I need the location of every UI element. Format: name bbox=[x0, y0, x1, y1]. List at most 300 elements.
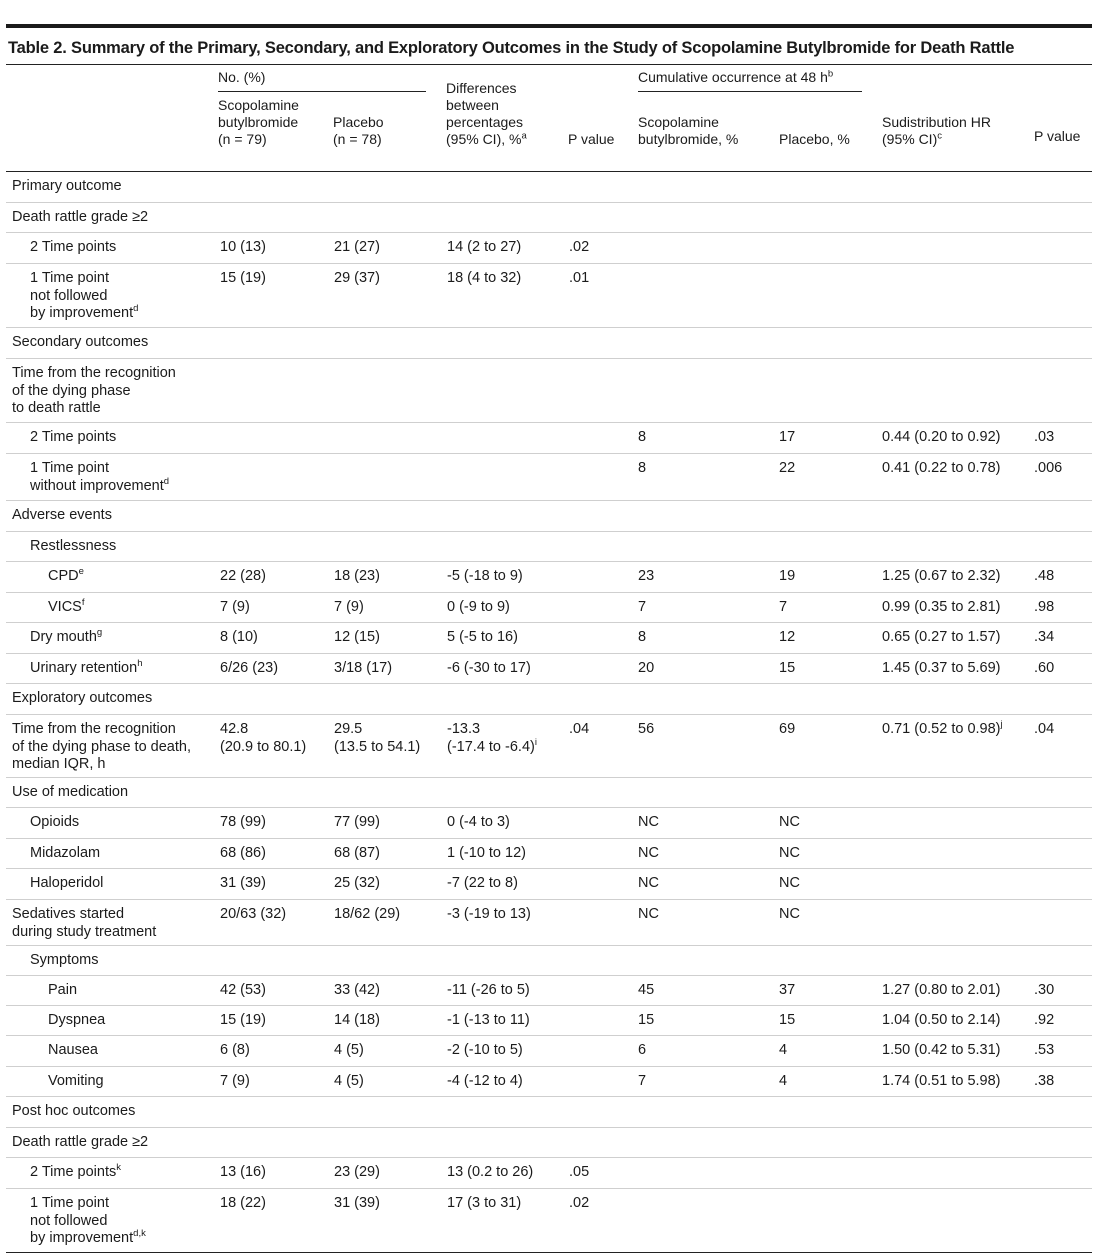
row-label bbox=[12, 721, 191, 774]
cell-footnote: j bbox=[1000, 719, 1003, 731]
table-row bbox=[6, 1158, 1092, 1189]
row-label bbox=[48, 568, 84, 586]
table-row bbox=[6, 501, 1092, 532]
cell-placebo-pct bbox=[779, 906, 800, 924]
cell-scop-pct bbox=[638, 429, 646, 447]
row-label bbox=[30, 952, 99, 970]
table-row bbox=[6, 715, 1092, 778]
row-label bbox=[12, 365, 176, 418]
cell-value: 14 (18) bbox=[334, 1012, 380, 1028]
cell-value: 7 bbox=[638, 599, 647, 615]
header-hr-sup: c bbox=[937, 130, 942, 142]
cell-value: NC bbox=[638, 814, 659, 830]
cell-diff bbox=[447, 599, 510, 617]
table-row bbox=[6, 684, 1092, 715]
row-label-text: Time from the recognition of the dying phase to death rattle bbox=[12, 365, 176, 416]
cell-diff bbox=[447, 982, 530, 1000]
header-group-cumulative bbox=[638, 69, 833, 86]
cell-value: NC bbox=[638, 845, 659, 861]
header-group-cumulative-rule bbox=[638, 91, 862, 92]
table-row bbox=[6, 946, 1092, 976]
cell-value: 20 bbox=[638, 660, 655, 676]
cell-p1 bbox=[569, 721, 589, 739]
cell-value: .04 bbox=[1034, 721, 1055, 737]
table-row bbox=[6, 839, 1092, 869]
cell-value: 8 bbox=[638, 429, 647, 445]
cell-value: -5 (-18 to 9) bbox=[447, 568, 523, 584]
cell-scop-pct bbox=[638, 982, 654, 1000]
cell-hr bbox=[882, 1042, 1001, 1060]
cell-p2 bbox=[1034, 1012, 1054, 1030]
cell-scop bbox=[220, 1012, 266, 1030]
row-label bbox=[12, 690, 152, 708]
table-row bbox=[6, 562, 1092, 593]
cell-placebo bbox=[334, 660, 392, 678]
cell-scop-pct bbox=[638, 906, 659, 924]
row-label-footnote: d bbox=[133, 303, 139, 315]
cell-scop-pct bbox=[638, 460, 646, 478]
cell-value: .02 bbox=[569, 239, 590, 255]
header-differences-sup: a bbox=[521, 130, 527, 142]
table-row bbox=[6, 1189, 1092, 1253]
cell-value: 25 (32) bbox=[334, 875, 380, 891]
row-label-text: VICS bbox=[48, 599, 82, 615]
cell-value: 31 (39) bbox=[334, 1195, 380, 1211]
header-differences-text: Differences between percentages (95% CI), % bbox=[446, 80, 524, 147]
cell-value: 6 bbox=[638, 1042, 647, 1058]
row-label-text: Vomiting bbox=[48, 1073, 104, 1089]
cell-value: 0.65 (0.27 to 1.57) bbox=[882, 629, 1001, 645]
cell-value: .53 bbox=[1034, 1042, 1055, 1058]
cell-placebo-pct bbox=[779, 845, 800, 863]
cell-value: -6 (-30 to 17) bbox=[447, 660, 531, 676]
header-group-no: No. (%) bbox=[218, 69, 266, 85]
cell-value: 18 (4 to 32) bbox=[447, 270, 522, 286]
cell-diff bbox=[447, 568, 523, 586]
cell-value: -3 (-19 to 13) bbox=[447, 906, 531, 922]
table-row bbox=[6, 623, 1092, 654]
cell-value: 6/26 (23) bbox=[220, 660, 279, 676]
cell-value: 10 (13) bbox=[220, 239, 266, 255]
header-group-cumulative-sup: b bbox=[827, 68, 834, 80]
cell-placebo bbox=[334, 721, 420, 756]
table-caption-text: Summary of the Primary, Secondary, and Exploratory Outcomes in the Study of Scopolamine Butylbromide for Death Rattle bbox=[71, 39, 1015, 57]
cell-value: 13 (0.2 to 26) bbox=[447, 1164, 534, 1180]
row-label-footnote: h bbox=[137, 658, 143, 670]
cell-placebo-pct bbox=[779, 629, 795, 647]
row-label bbox=[12, 906, 156, 941]
row-label bbox=[12, 1103, 135, 1121]
cell-p1 bbox=[569, 1195, 589, 1213]
cell-placebo bbox=[334, 845, 380, 863]
table-row bbox=[6, 1036, 1092, 1067]
cell-scop-pct bbox=[638, 1042, 646, 1060]
cell-value: 23 (29) bbox=[334, 1164, 380, 1180]
cell-value: 1.04 (0.50 to 2.14) bbox=[882, 1012, 1001, 1028]
table-row bbox=[6, 808, 1092, 839]
cell-value: .02 bbox=[569, 1195, 590, 1211]
table-row bbox=[6, 900, 1092, 946]
row-label bbox=[12, 507, 112, 525]
cell-value: 42.8 (20.9 to 80.1) bbox=[220, 721, 307, 755]
row-label bbox=[30, 1195, 146, 1248]
row-label-footnote: f bbox=[81, 597, 85, 609]
cell-scop-pct bbox=[638, 629, 646, 647]
table-row bbox=[6, 869, 1092, 900]
table-row bbox=[6, 328, 1092, 359]
cell-value: 1 (-10 to 12) bbox=[447, 845, 526, 861]
cell-placebo-pct bbox=[779, 429, 795, 447]
cell-value: 42 (53) bbox=[220, 982, 266, 998]
cell-diff bbox=[447, 1164, 533, 1182]
cell-scop-pct bbox=[638, 660, 654, 678]
cell-scop bbox=[220, 845, 266, 863]
cell-diff bbox=[447, 906, 531, 924]
cell-value: 22 bbox=[779, 460, 796, 476]
table-caption-label: Table 2. bbox=[8, 39, 67, 57]
cell-value: 4 bbox=[779, 1073, 788, 1089]
table-row bbox=[6, 1067, 1092, 1097]
row-label bbox=[48, 1012, 105, 1030]
cell-value: .38 bbox=[1034, 1073, 1055, 1089]
cell-hr bbox=[882, 1012, 1001, 1030]
cell-placebo bbox=[334, 239, 380, 257]
cell-placebo bbox=[334, 629, 380, 647]
cell-hr bbox=[882, 429, 1001, 447]
row-label bbox=[12, 178, 122, 196]
row-label-footnote: d bbox=[163, 475, 170, 487]
cell-value: .92 bbox=[1034, 1012, 1055, 1028]
cell-diff bbox=[447, 1195, 521, 1213]
cell-value: 23 bbox=[638, 568, 655, 584]
table-row bbox=[6, 532, 1092, 562]
table-row bbox=[6, 1006, 1092, 1036]
cell-hr bbox=[882, 568, 1001, 586]
table-row bbox=[6, 423, 1092, 454]
header-placebo-n: Placebo (n = 78) bbox=[333, 114, 384, 147]
header-hr-text: Sudistribution HR (95% CI) bbox=[882, 114, 991, 147]
cell-diff bbox=[447, 270, 521, 288]
row-label-text: Sedatives started during study treatment bbox=[12, 906, 157, 940]
cell-p2 bbox=[1034, 568, 1054, 586]
cell-diff bbox=[447, 1073, 523, 1091]
row-label bbox=[30, 875, 103, 893]
cell-scop-pct bbox=[638, 875, 659, 893]
cell-value: 7 bbox=[638, 1073, 647, 1089]
cell-placebo bbox=[334, 1073, 364, 1091]
cell-value: 0 (-4 to 3) bbox=[447, 814, 510, 830]
table-2 bbox=[6, 24, 1092, 1253]
cell-value: 4 bbox=[779, 1042, 788, 1058]
row-label bbox=[12, 334, 148, 352]
row-label bbox=[12, 209, 148, 227]
cell-value: 45 bbox=[638, 982, 655, 998]
cell-value: 21 (27) bbox=[334, 239, 380, 255]
cell-diff bbox=[447, 721, 537, 756]
cell-placebo bbox=[334, 1012, 380, 1030]
cell-value: 8 bbox=[638, 629, 647, 645]
row-label-text: Death rattle grade ≥2 bbox=[12, 209, 149, 225]
header-scopolamine-pct: Scopolamine butylbromide, % bbox=[638, 114, 739, 147]
row-label-footnote: k bbox=[116, 1162, 121, 1174]
cell-value: .04 bbox=[569, 721, 590, 737]
cell-value: 15 bbox=[638, 1012, 655, 1028]
row-label bbox=[48, 599, 84, 617]
cell-scop-pct bbox=[638, 721, 654, 739]
cell-placebo-pct bbox=[779, 460, 795, 478]
cell-value: 15 bbox=[779, 660, 796, 676]
cell-value: .34 bbox=[1034, 629, 1055, 645]
row-label-text: 1 Time point not followed by improvement bbox=[30, 1195, 134, 1246]
cell-scop bbox=[220, 629, 258, 647]
cell-placebo-pct bbox=[779, 599, 787, 617]
cell-value: 31 (39) bbox=[220, 875, 266, 891]
row-label-text: Secondary outcomes bbox=[12, 334, 149, 350]
row-label bbox=[30, 845, 100, 863]
row-label bbox=[12, 1134, 148, 1152]
cell-p2 bbox=[1034, 429, 1054, 447]
cell-scop bbox=[220, 660, 278, 678]
cell-value: NC bbox=[779, 814, 800, 830]
row-label-text: Dyspnea bbox=[48, 1012, 106, 1028]
cell-scop bbox=[220, 814, 266, 832]
cell-value: 1.74 (0.51 to 5.98) bbox=[882, 1073, 1001, 1089]
table-row bbox=[6, 172, 1092, 203]
table-row bbox=[6, 454, 1092, 501]
cell-placebo bbox=[334, 599, 364, 617]
cell-value: 7 bbox=[779, 599, 788, 615]
row-label bbox=[30, 460, 169, 495]
table-row bbox=[6, 264, 1092, 328]
cell-value: NC bbox=[638, 875, 659, 891]
cell-value: 29.5 (13.5 to 54.1) bbox=[334, 721, 421, 755]
cell-hr bbox=[882, 721, 1003, 739]
row-label-text: Haloperidol bbox=[30, 875, 104, 891]
cell-value: .30 bbox=[1034, 982, 1055, 998]
row-label-text: 2 Time points bbox=[30, 1164, 117, 1180]
cell-value: 12 (15) bbox=[334, 629, 380, 645]
cell-value: 3/18 (17) bbox=[334, 660, 393, 676]
row-label-text: 2 Time points bbox=[30, 429, 117, 445]
row-label bbox=[30, 270, 138, 323]
cell-scop bbox=[220, 1195, 266, 1213]
header-group-cumulative-text: Cumulative occurrence at 48 h bbox=[638, 69, 828, 85]
cell-scop bbox=[220, 1042, 250, 1060]
cell-value: 4 (5) bbox=[334, 1073, 364, 1089]
table-row bbox=[6, 1097, 1092, 1128]
cell-diff bbox=[447, 845, 526, 863]
cell-scop bbox=[220, 721, 306, 756]
cell-value: 1.27 (0.80 to 2.01) bbox=[882, 982, 1001, 998]
cell-p1 bbox=[569, 1164, 589, 1182]
cell-value: 77 (99) bbox=[334, 814, 380, 830]
cell-value: 0.44 (0.20 to 0.92) bbox=[882, 429, 1001, 445]
cell-value: 15 (19) bbox=[220, 270, 266, 286]
cell-value: NC bbox=[779, 845, 800, 861]
row-label bbox=[48, 1073, 104, 1091]
row-label-text: Exploratory outcomes bbox=[12, 690, 153, 706]
cell-p2 bbox=[1034, 599, 1054, 617]
row-label-text: Post hoc outcomes bbox=[12, 1103, 136, 1119]
row-label-footnote: d,k bbox=[133, 1228, 146, 1240]
row-label bbox=[30, 814, 79, 832]
cell-value: -1 (-13 to 11) bbox=[447, 1012, 530, 1028]
row-label bbox=[48, 982, 77, 1000]
row-label-footnote: e bbox=[78, 566, 84, 578]
row-label bbox=[30, 429, 116, 447]
header-scopolamine-n: Scopolamine butylbromide (n = 79) bbox=[218, 97, 299, 147]
table-row bbox=[6, 593, 1092, 623]
cell-value: 4 (5) bbox=[334, 1042, 364, 1058]
cell-value: 5 (-5 to 16) bbox=[447, 629, 518, 645]
header-group-no-rule bbox=[218, 91, 426, 92]
row-label-text: Adverse events bbox=[12, 507, 112, 523]
cell-scop bbox=[220, 906, 286, 924]
cell-hr bbox=[882, 629, 1001, 647]
cell-placebo bbox=[334, 875, 380, 893]
cell-placebo-pct bbox=[779, 660, 795, 678]
cell-diff bbox=[447, 239, 521, 257]
cell-diff bbox=[447, 1012, 530, 1030]
row-label bbox=[12, 784, 128, 802]
cell-value: .01 bbox=[569, 270, 590, 286]
cell-hr bbox=[882, 460, 1001, 478]
cell-placebo-pct bbox=[779, 875, 800, 893]
cell-p1 bbox=[569, 239, 589, 257]
row-label bbox=[30, 629, 102, 647]
row-label-text: CPD bbox=[48, 568, 79, 584]
cell-value: .60 bbox=[1034, 660, 1055, 676]
cell-value: 15 bbox=[779, 1012, 796, 1028]
cell-scop-pct bbox=[638, 1073, 646, 1091]
cell-value: 19 bbox=[779, 568, 796, 584]
cell-p2 bbox=[1034, 1073, 1054, 1091]
row-label-text: Primary outcome bbox=[12, 178, 122, 194]
cell-value: .006 bbox=[1034, 460, 1063, 476]
cell-value: 18 (22) bbox=[220, 1195, 266, 1211]
cell-value: 56 bbox=[638, 721, 655, 737]
cell-value: 29 (37) bbox=[334, 270, 380, 286]
row-label bbox=[30, 660, 142, 678]
cell-value: 15 (19) bbox=[220, 1012, 266, 1028]
header-pvalue-2: P value bbox=[1034, 128, 1081, 144]
row-label-text: Death rattle grade ≥2 bbox=[12, 1134, 149, 1150]
cell-value: 7 (9) bbox=[334, 599, 364, 615]
header-differences bbox=[446, 80, 527, 148]
cell-value: 68 (86) bbox=[220, 845, 266, 861]
cell-value: 20/63 (32) bbox=[220, 906, 287, 922]
cell-diff bbox=[447, 629, 518, 647]
row-label-text: Opioids bbox=[30, 814, 80, 830]
table-row bbox=[6, 203, 1092, 233]
cell-diff bbox=[447, 875, 518, 893]
cell-placebo bbox=[334, 1195, 380, 1213]
cell-value: NC bbox=[779, 875, 800, 891]
cell-scop-pct bbox=[638, 568, 654, 586]
cell-diff bbox=[447, 814, 510, 832]
cell-value: -7 (22 to 8) bbox=[447, 875, 518, 891]
row-label-text: 2 Time points bbox=[30, 239, 117, 255]
cell-diff bbox=[447, 1042, 523, 1060]
table-row bbox=[6, 233, 1092, 264]
cell-scop bbox=[220, 1073, 250, 1091]
row-label bbox=[30, 239, 116, 257]
table-caption bbox=[6, 28, 1092, 65]
cell-value: 8 bbox=[638, 460, 647, 476]
cell-p2 bbox=[1034, 460, 1062, 478]
cell-value: .48 bbox=[1034, 568, 1055, 584]
cell-p2 bbox=[1034, 1042, 1054, 1060]
cell-scop bbox=[220, 1164, 266, 1182]
cell-placebo bbox=[334, 270, 380, 288]
cell-value: 14 (2 to 27) bbox=[447, 239, 522, 255]
row-label-text: Pain bbox=[48, 982, 78, 998]
cell-value: 17 (3 to 31) bbox=[447, 1195, 522, 1211]
cell-placebo-pct bbox=[779, 568, 795, 586]
row-label-text: Midazolam bbox=[30, 845, 101, 861]
row-label-text: Nausea bbox=[48, 1042, 98, 1058]
cell-value: 0 (-9 to 9) bbox=[447, 599, 510, 615]
cell-scop-pct bbox=[638, 599, 646, 617]
cell-value: .03 bbox=[1034, 429, 1055, 445]
row-label-text: Time from the recognition of the dying phase to death, median IQR, h bbox=[12, 721, 191, 772]
table-header bbox=[6, 65, 1092, 172]
cell-p2 bbox=[1034, 660, 1054, 678]
row-label bbox=[48, 1042, 98, 1060]
cell-value: 1.25 (0.67 to 2.32) bbox=[882, 568, 1001, 584]
cell-hr bbox=[882, 1073, 1001, 1091]
row-label-text: 1 Time point not followed by improvement bbox=[30, 270, 134, 321]
row-label-footnote: g bbox=[96, 627, 103, 639]
table-row bbox=[6, 976, 1092, 1006]
row-label-text: Symptoms bbox=[30, 952, 99, 968]
cell-placebo-pct bbox=[779, 1012, 795, 1030]
cell-p1 bbox=[569, 270, 589, 288]
cell-value: .98 bbox=[1034, 599, 1055, 615]
cell-value: 0.41 (0.22 to 0.78) bbox=[882, 460, 1001, 476]
cell-value: .05 bbox=[569, 1164, 590, 1180]
cell-p2 bbox=[1034, 721, 1054, 739]
cell-value: 1.50 (0.42 to 5.31) bbox=[882, 1042, 1001, 1058]
cell-value: NC bbox=[638, 906, 659, 922]
row-label bbox=[30, 1164, 121, 1182]
cell-scop bbox=[220, 270, 266, 288]
cell-placebo bbox=[334, 1042, 364, 1060]
row-label-text: Use of medication bbox=[12, 784, 129, 800]
row-label-text: Urinary retention bbox=[30, 660, 138, 676]
cell-placebo bbox=[334, 982, 380, 1000]
header-placebo-pct: Placebo, % bbox=[779, 131, 850, 147]
cell-placebo-pct bbox=[779, 1042, 787, 1060]
row-label bbox=[30, 538, 116, 556]
cell-footnote: i bbox=[534, 736, 537, 748]
row-label-text: Dry mouth bbox=[30, 629, 97, 645]
cell-placebo bbox=[334, 1164, 380, 1182]
cell-value: -11 (-26 to 5) bbox=[447, 982, 530, 998]
cell-scop bbox=[220, 982, 266, 1000]
cell-value: 68 (87) bbox=[334, 845, 380, 861]
cell-scop bbox=[220, 875, 266, 893]
header-hr bbox=[882, 114, 991, 148]
cell-value: 37 bbox=[779, 982, 796, 998]
cell-value: 6 (8) bbox=[220, 1042, 250, 1058]
header-pvalue-1: P value bbox=[568, 131, 615, 147]
cell-value: 33 (42) bbox=[334, 982, 380, 998]
cell-value: 18 (23) bbox=[334, 568, 380, 584]
cell-hr bbox=[882, 660, 1001, 678]
cell-scop bbox=[220, 239, 266, 257]
row-label-text: Restlessness bbox=[30, 538, 117, 554]
